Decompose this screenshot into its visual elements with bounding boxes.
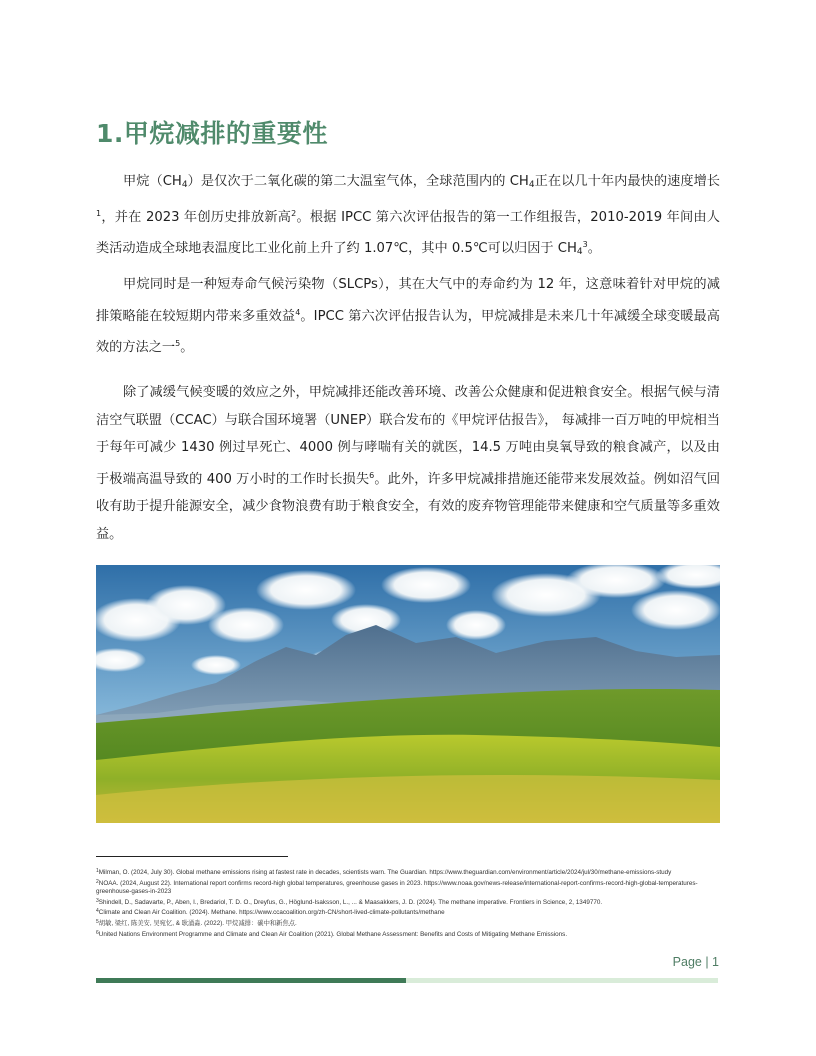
footnote-item: $^1$Milman, O. (2024, July 30). Global methane emissions rising at fastest rate in decades, scientists warn. The Guardian. https://www.theguardian.com/environment/article/2024/jul/30/methane-emissions-study — [96, 868, 672, 876]
footer-bar-dark — [96, 978, 406, 983]
paragraph-3: 除了减缓气候变暖的效应之外，甲烷减排还能改善环境、改善公众健康和促进粮食安全。根据气候与清洁空气联盟（CCAC）与联合国环境署（UNEP）联合发布的《甲烷评估报告》， 每减排一百万吨的甲烷相当于每年可减少 1430 例过早死亡、4000 例与哮喘有关的就医，14.5 万吨由臭氧导致的粮食减产，以及由于极端高温导致的 400 万小时的工作时长损失$^6$。此外，许多甲烷减排措施还能带来发展效益。例如沼气回收有助于提升能源安全，减少食物浪费有助于粮食安全，有效的废弃物管理能带来健康和空气质量等多重效益。 — [96, 385, 721, 542]
footnote-ref-1[interactable]: 1 — [96, 208, 102, 218]
footnote-divider — [96, 856, 288, 857]
footnote-item: $^4$Climate and Clean Air Coalition. (2024). Methane. https://www.ccacoalition.org/zh-CN/short-lived-climate-pollutants/methane — [96, 908, 445, 917]
footnote-ref-3[interactable]: 3 — [582, 240, 588, 249]
footnote-ref-5[interactable]: 5 — [175, 339, 181, 348]
footnote-item: $^6$United Nations Environment Programme and Climate and Clean Air Coalition (2021). Global Methane Assessment: Benefits and Costs of Mitigating Methane Emissions. — [96, 929, 568, 938]
section-heading: 1.甲烷减排的重要性 — [96, 119, 328, 148]
footnote-item: $^2$NOAA. (2024, August 22). International report confirms record-high global temperatures, greenhouse gases in 2023. https://www.noaa.gov/news-release/international-report-confirms-record-high-global-temperatures-greenhouse-gases-in-2023 — [96, 878, 698, 896]
landscape-photo — [96, 565, 720, 823]
footnote-ref-6[interactable]: 6 — [369, 470, 375, 480]
footnote-item: $^3$Shindell, D., Sadavarte, P., Aben, I., Bredariol, T. D. O., Dreyfus, G., Höglund-Isaksson, L., ... & Maasakkers, J. D. (2024). The methane imperative. Frontiers in Science, 2, 1349770. — [96, 897, 603, 906]
paragraph-2: 甲烷同时是一种短寿命气候污染物（SLCPs），其在大气中的寿命约为 12 年，这意味着针对甲烷的减排策略能在较短期内带来多重效益$^4$。IPCC 第六次评估报告认为，甲烷减排是未来几十年减缓全球变暖最高效的方法之一$^5$。 — [96, 277, 720, 355]
footer-bar-light — [406, 978, 718, 983]
footnotes — [96, 867, 720, 939]
page-number: Page | 1 — [672, 955, 719, 969]
footnote-ref-2[interactable]: 2 — [291, 208, 297, 218]
footnote-item: $^5$胡敏, 梁红, 陈美安, 吴宛忆, & 耿涌淼. (2022). 甲烷减排：碳中和新焦点. — [96, 918, 297, 927]
footnote-ref-4[interactable]: 4 — [295, 307, 301, 317]
paragraph-1: 甲烷$(CH_4)$是仅次于二氧化碳的第二大温室气体，全球范围内的 $CH_4$正在以几十年内最快的速度增长$^1$，并在 2023 年创历史排放新高$^2$。根据 IPCC 第六次评估报告的第一工作组报告，2010-2019 年间由人类活动造成全球地表温度比工业化前上升了约 1.07℃，其中 0.5℃可以归因于 $CH_4^3$。 — [96, 174, 720, 257]
